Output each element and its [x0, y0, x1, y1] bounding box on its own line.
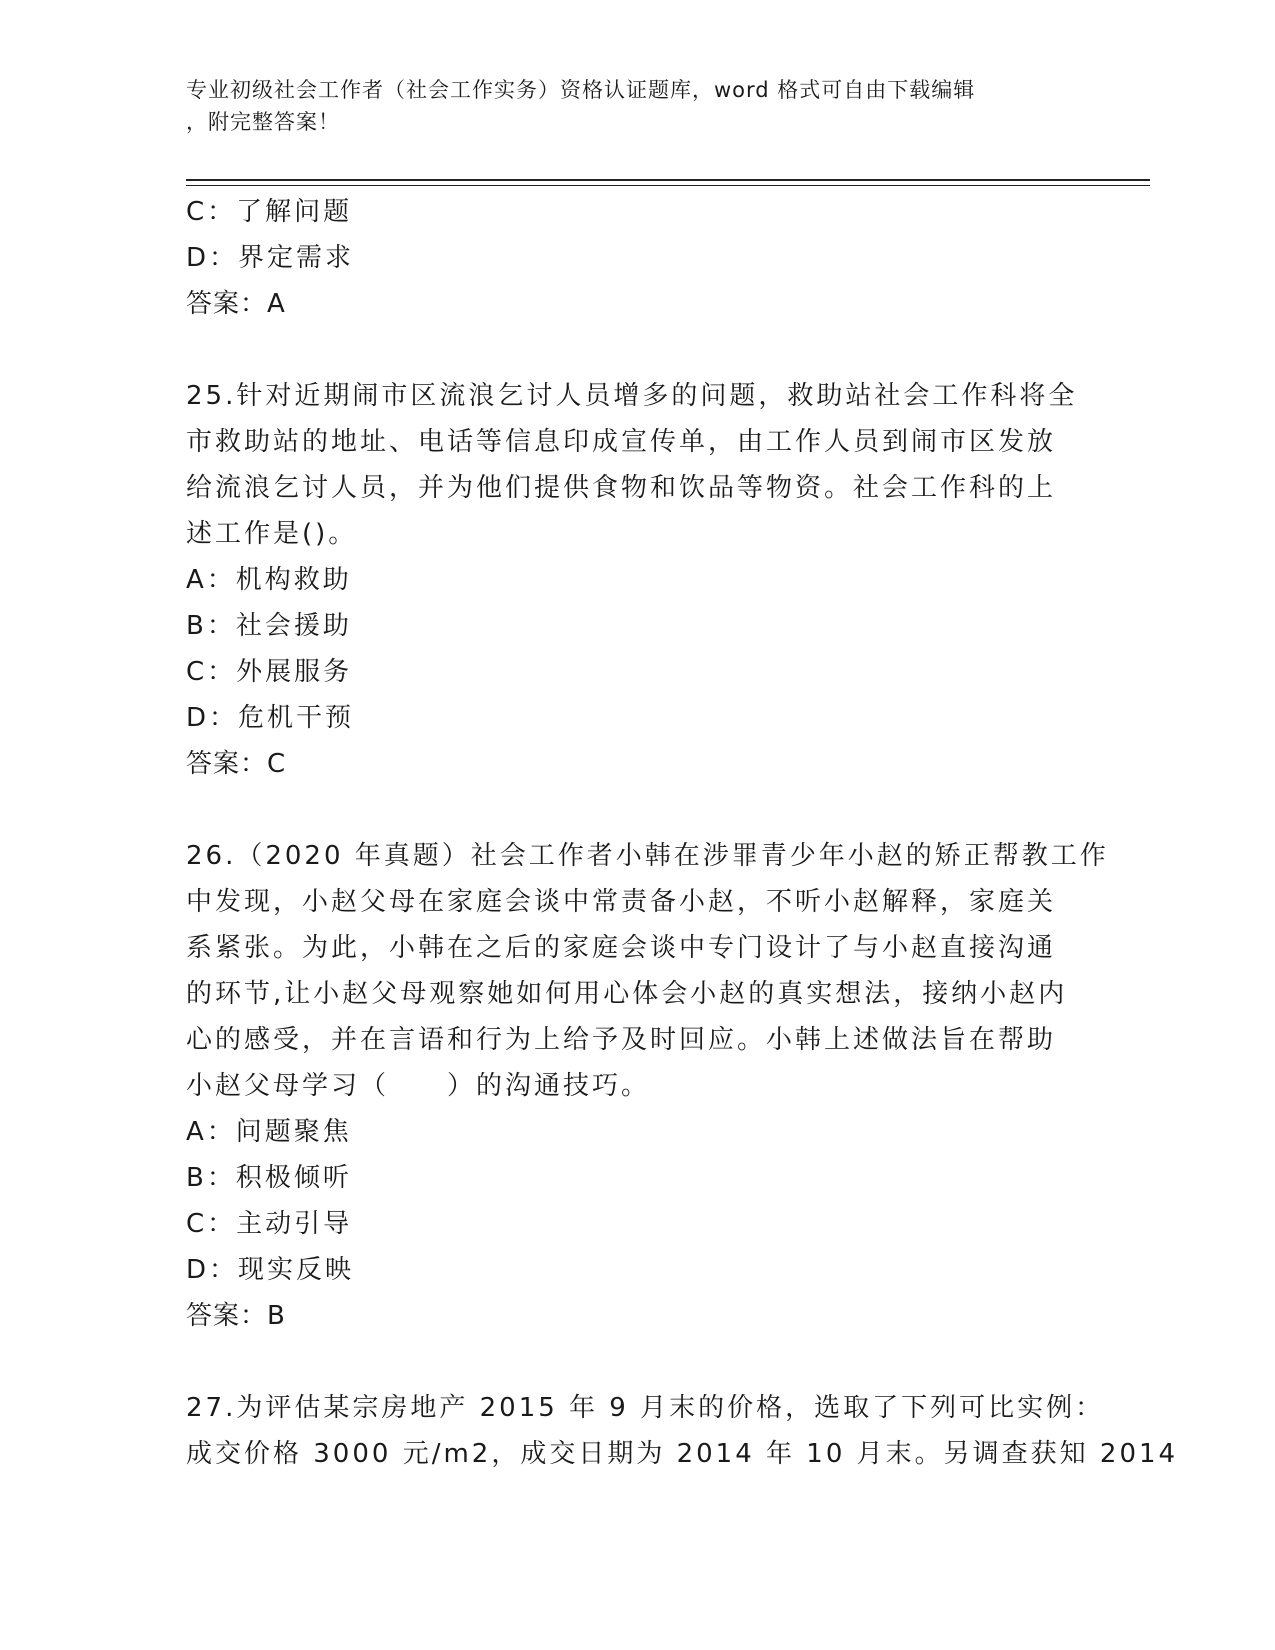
option-b: B：积极倾听	[186, 1163, 352, 1193]
header-divider-thick	[186, 179, 1150, 181]
question-text-line: 系紧张。为此，小韩在之后的家庭会谈中专门设计了与小赵直接沟通	[186, 933, 1057, 963]
question-text-line: 市救助站的地址、电话等信息印成宣传单，由工作人员到闹市区发放	[186, 427, 1057, 457]
question-gap	[186, 327, 1086, 373]
header-line-1: 专业初级社会工作者（社会工作实务）资格认证题库，word 格式可自由下载编辑	[186, 78, 976, 102]
question-text-line: 26.（2020 年真题）社会工作者小韩在涉罪青少年小赵的矫正帮教工作	[186, 841, 1109, 871]
document-header	[186, 74, 1066, 138]
question-text-line: 小赵父母学习（ ）的沟通技巧。	[186, 1071, 651, 1101]
document-body	[186, 189, 1179, 1477]
answer-line: 答案：A	[186, 289, 286, 319]
option-c: C：了解问题	[186, 197, 353, 227]
question-text-line: 中发现，小赵父母在家庭会谈中常责备小赵，不听小赵解释，家庭关	[186, 887, 1057, 917]
option-d: D：界定需求	[186, 243, 355, 273]
question-27	[186, 1385, 1179, 1477]
question-text-line: 心的感受，并在言语和行为上给予及时回应。小韩上述做法旨在帮助	[186, 1025, 1057, 1055]
question-text-line: 27.为评估某宗房地产 2015 年 9 月末的价格，选取了下列可比实例：	[186, 1393, 1105, 1423]
option-d: D：危机干预	[186, 703, 355, 733]
option-c: C：外展服务	[186, 657, 353, 687]
header-divider-thin	[186, 185, 1150, 186]
option-a: A：问题聚焦	[186, 1117, 352, 1147]
question-24-tail	[186, 189, 1086, 327]
question-text-line: 的环节,让小赵父母观察她如何用心体会小赵的真实想法，接纳小赵内	[186, 979, 1068, 1009]
option-a: A：机构救助	[186, 565, 352, 595]
option-c: C：主动引导	[186, 1209, 353, 1239]
answer-line: 答案：C	[186, 749, 287, 779]
option-b: B：社会援助	[186, 611, 352, 641]
option-d: D：现实反映	[186, 1255, 355, 1285]
question-text-line: 述工作是()。	[186, 519, 358, 549]
answer-line: 答案：B	[186, 1301, 286, 1331]
question-25	[186, 373, 1086, 787]
question-gap	[186, 1339, 1086, 1385]
question-gap	[186, 787, 1086, 833]
header-line-2: ，附完整答案！	[186, 110, 340, 134]
question-text-line: 成交价格 3000 元/m2，成交日期为 2014 年 10 月末。另调查获知 2014	[186, 1439, 1179, 1469]
question-text-line: 给流浪乞讨人员，并为他们提供食物和饮品等物资。社会工作科的上	[186, 473, 1057, 503]
question-26	[186, 833, 1109, 1339]
question-text-line: 25.针对近期闹市区流浪乞讨人员增多的问题，救助站社会工作科将全	[186, 381, 1078, 411]
